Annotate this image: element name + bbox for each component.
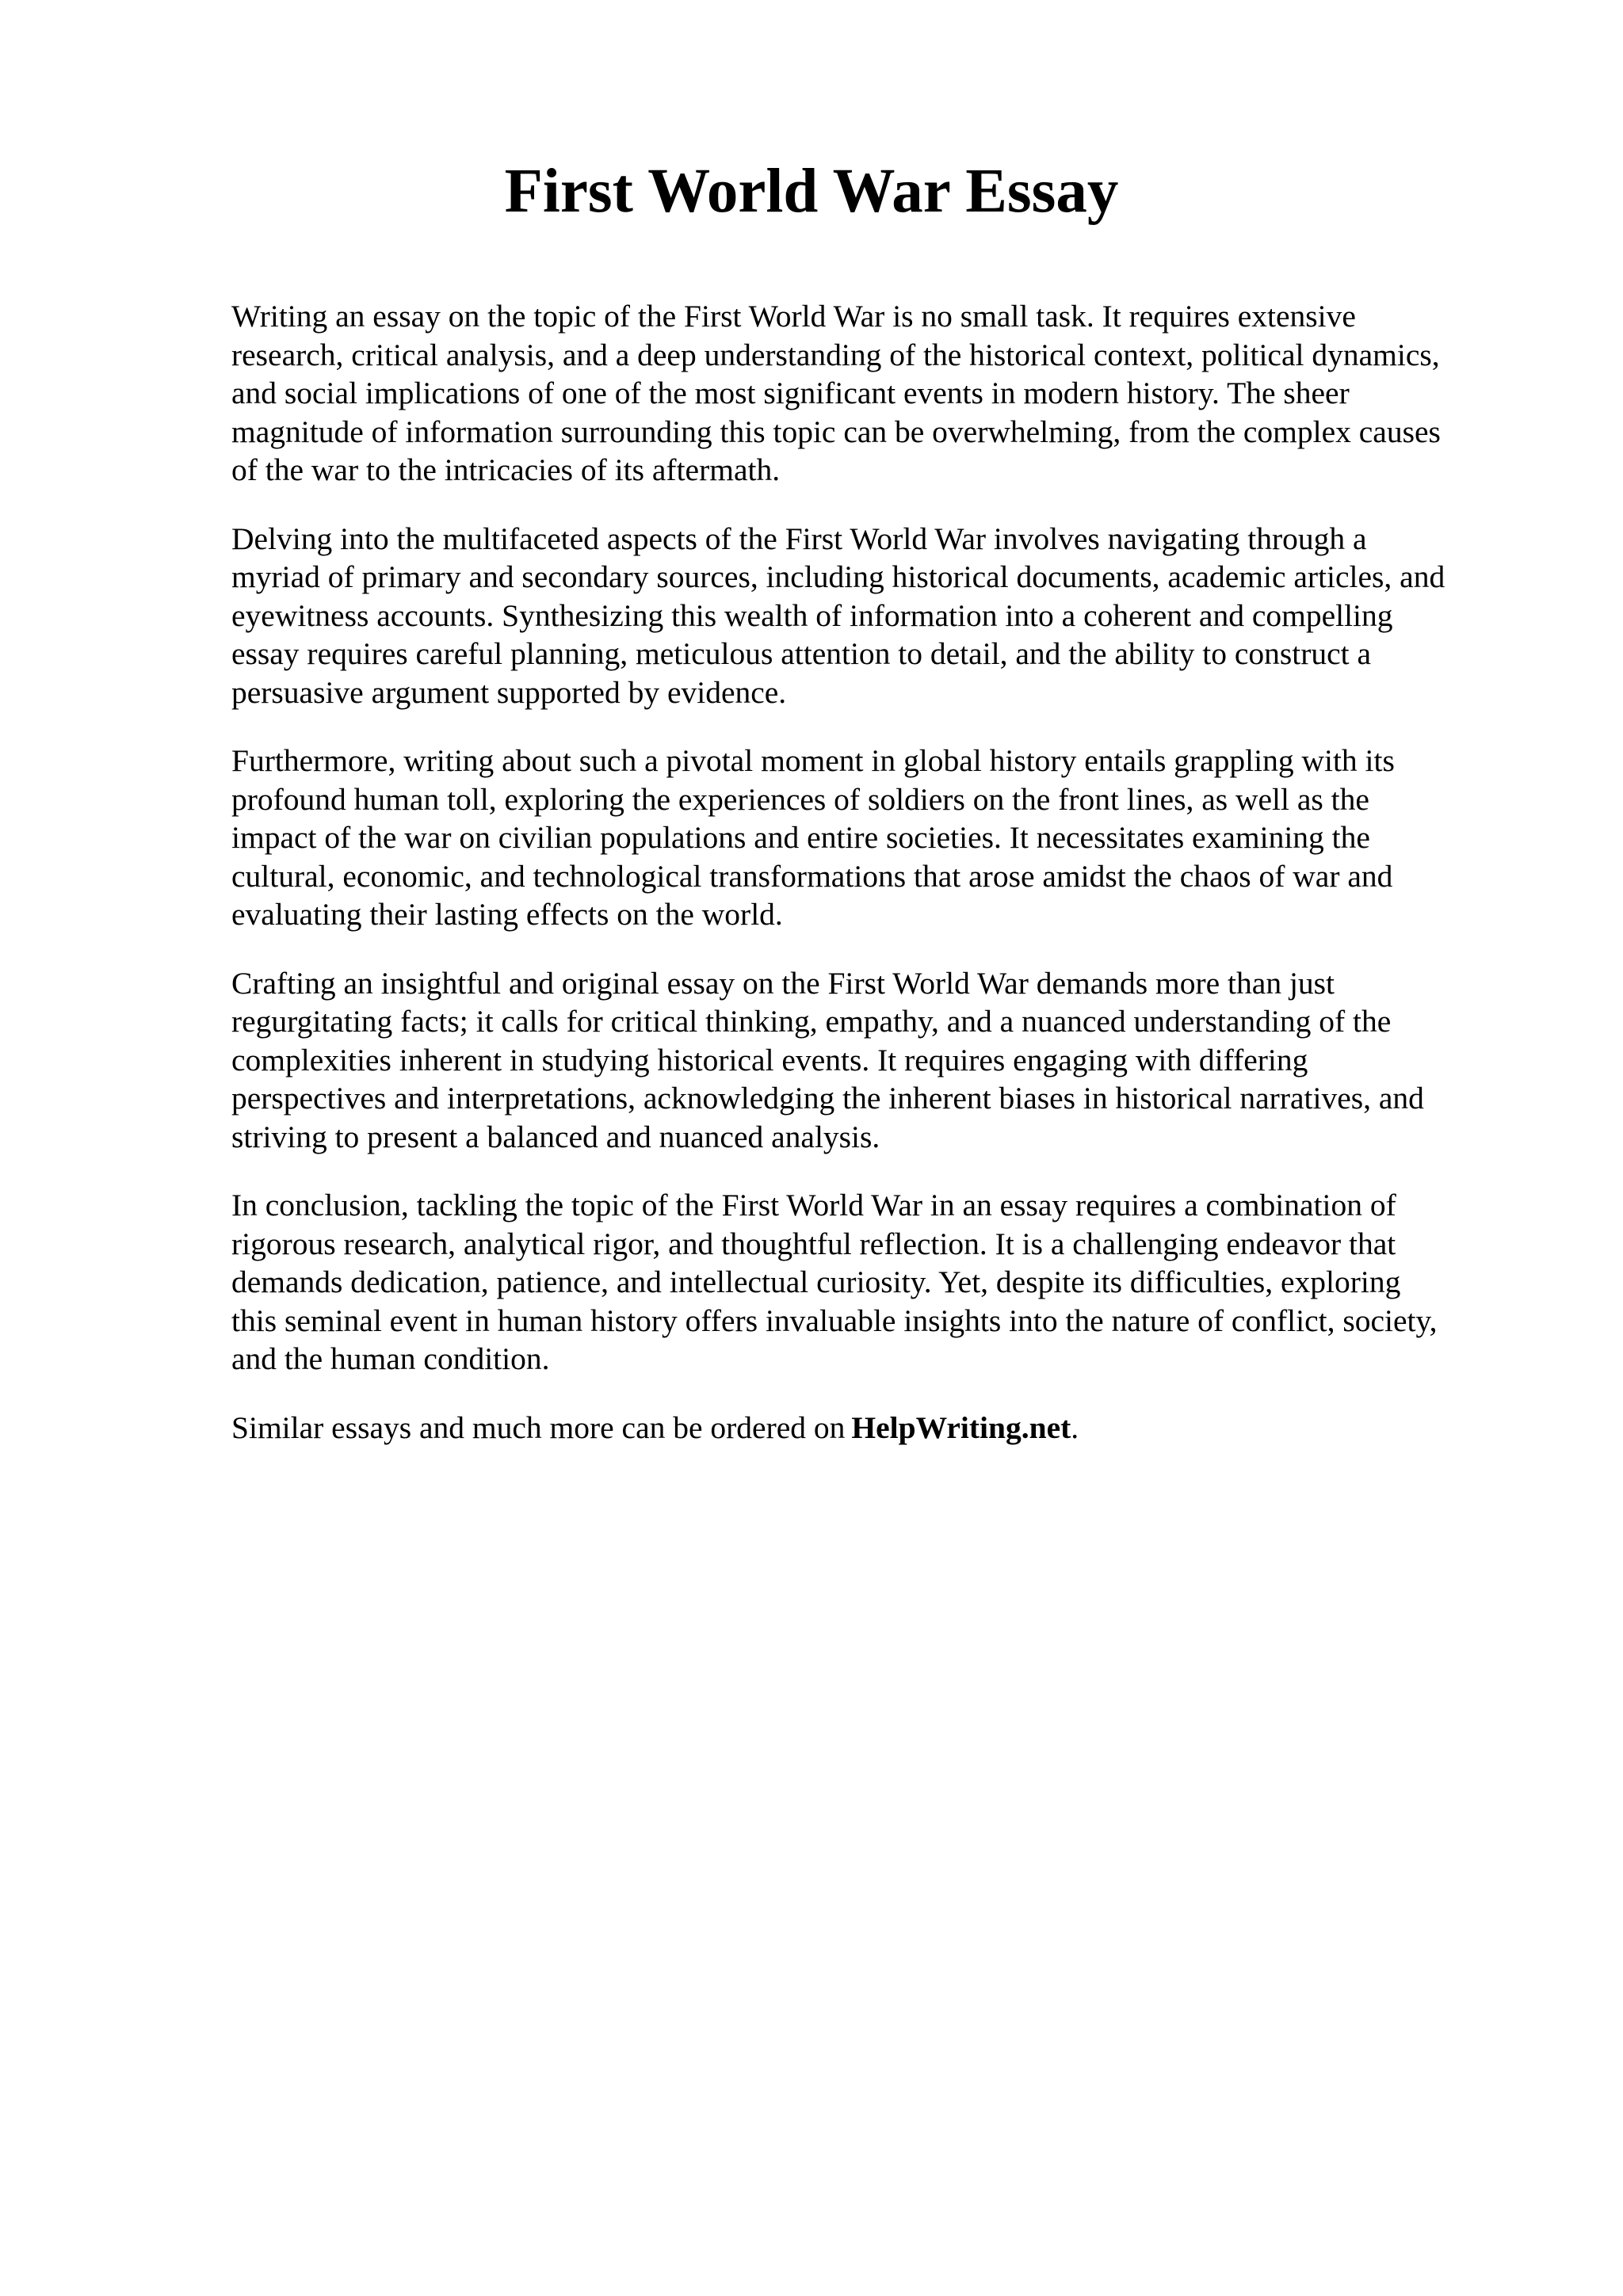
page-title: First World War Essay: [504, 157, 1119, 226]
text-line: impact of the war on civilian populations and entire societies. It necessitates examining the: [231, 820, 1370, 855]
closing-punct: .: [1071, 1409, 1079, 1445]
text-line: Furthermore, writing about such a pivotal moment in global history entails grappling with its: [231, 743, 1395, 778]
paragraph-2: [231, 520, 1515, 712]
text-line: and the human condition.: [231, 1341, 550, 1376]
paragraph-4: [231, 964, 1515, 1157]
text-line: this seminal event in human history offers invaluable insights into the nature of conflict, society,: [231, 1302, 1438, 1338]
text-line: myriad of primary and secondary sources, including historical documents, academic articles, and: [231, 559, 1445, 594]
text-line: perspectives and interpretations, acknowledging the inherent biases in historical narratives, and: [231, 1081, 1424, 1116]
text-line: and social implications of one of the most significant events in modern history. The sheer: [231, 376, 1350, 410]
text-line: Delving into the multifaceted aspects of the First World War involves navigating through a: [231, 521, 1367, 556]
text-line: magnitude of information surrounding this topic can be overwhelming, from the complex causes: [231, 414, 1441, 449]
paragraph-3: [231, 742, 1515, 934]
text-line: eyewitness accounts. Synthesizing this wealth of information into a coherent and compelling: [231, 597, 1393, 633]
text-line: of the war to the intricacies of its aftermath.: [231, 452, 781, 487]
text-line: persuasive argument supported by evidence.: [231, 674, 787, 710]
closing-paragraph: [231, 1409, 1515, 1447]
closing-text: Similar essays and much more can be ordered on: [231, 1409, 846, 1445]
text-line: complexities inherent in studying historical events. It requires engaging with differing: [231, 1042, 1308, 1077]
text-line: Crafting an insightful and original essay on the First World War demands more than just: [231, 965, 1335, 1001]
text-line: regurgitating facts; it calls for critical thinking, empathy, and a nuanced understanding of the: [231, 1004, 1392, 1039]
essay-body: [231, 297, 1515, 1477]
text-line: In conclusion, tackling the topic of the First World War in an essay requires a combination of: [231, 1188, 1396, 1222]
text-line: striving to present a balanced and nuanced analysis.: [231, 1119, 880, 1154]
text-line: profound human toll, exploring the experiences of soldiers on the front lines, as well as the: [231, 781, 1369, 817]
text-line: rigorous research, analytical rigor, and thoughtful reflection. It is a challenging endeavor that: [231, 1226, 1396, 1261]
text-line: essay requires careful planning, meticulous attention to detail, and the ability to construct a: [231, 636, 1372, 671]
text-line: research, critical analysis, and a deep understanding of the historical context, political dynamics,: [231, 337, 1440, 372]
text-line: cultural, economic, and technological transformations that arose amidst the chaos of war and: [231, 858, 1393, 894]
text-line: demands dedication, patience, and intellectual curiosity. Yet, despite its difficulties, exploring: [231, 1264, 1401, 1299]
paragraph-5: [231, 1186, 1515, 1379]
text-line: evaluating their lasting effects on the world.: [231, 897, 783, 932]
brand-link[interactable]: HelpWriting.net: [851, 1409, 1071, 1445]
paragraph-1: [231, 297, 1515, 490]
text-line: Writing an essay on the topic of the First World War is no small task. It requires extensive: [231, 299, 1356, 334]
